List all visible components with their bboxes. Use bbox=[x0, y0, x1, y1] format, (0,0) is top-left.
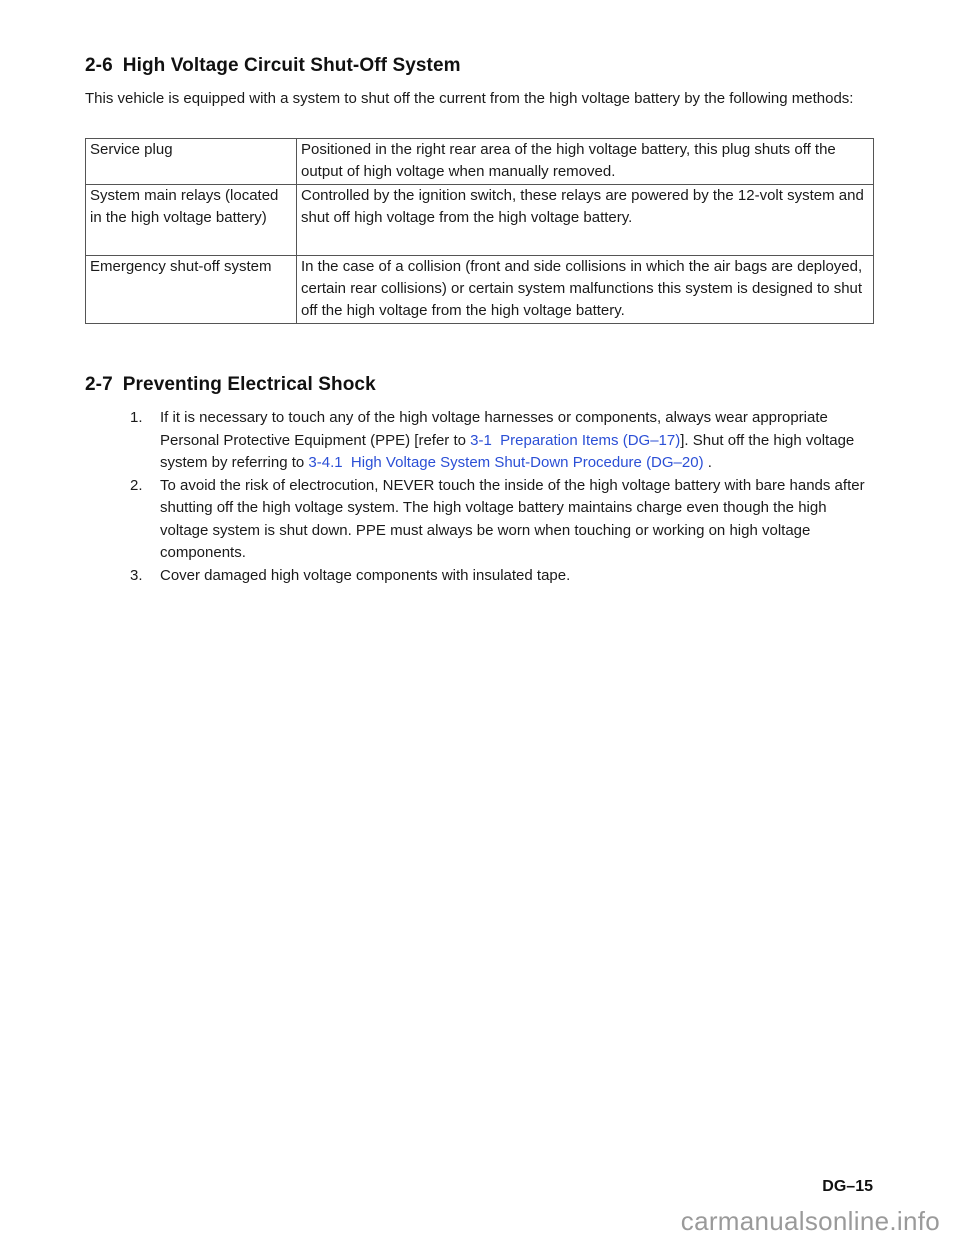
xref-link-preparation-items[interactable]: 3-1 Preparation Items (DG–17) bbox=[470, 431, 681, 449]
method-description: In the case of a collision (front and side collisions in which the air bags are deployed, certain rear collisions) or certain system malfunctions this system is designed to shut off the high voltage from the high voltage battery. bbox=[297, 256, 874, 324]
method-description: Controlled by the ignition switch, these relays are powered by the 12-volt system and shut off high voltage from the high voltage battery. bbox=[297, 185, 874, 256]
list-marker: 1. bbox=[130, 409, 143, 426]
list-marker: 3. bbox=[130, 566, 143, 584]
list-marker: 2. bbox=[130, 476, 143, 494]
method-description: Positioned in the right rear area of the high voltage battery, this plug shuts off the output of high voltage when manually removed. bbox=[297, 139, 874, 185]
step-text: ]. Shut off the high voltage system by referring to bbox=[160, 431, 855, 471]
section-intro: This vehicle is equipped with a system to shut off the current from the high voltage battery by the following methods: bbox=[85, 90, 854, 107]
step-text: . bbox=[703, 454, 712, 471]
section-heading-2-7 bbox=[85, 374, 376, 396]
safety-steps-list bbox=[130, 407, 870, 587]
step-text: If it is necessary to touch any of the high voltage harnesses or components, always wear appropriate Personal Protective Equipment (PPE) [refer to bbox=[160, 409, 828, 449]
section-number: 2-6 bbox=[85, 55, 113, 76]
method-label: Service plug bbox=[86, 139, 297, 185]
section-number: 2-7 bbox=[85, 374, 113, 395]
method-label: Emergency shut-off system bbox=[86, 256, 297, 324]
section-title: High Voltage Circuit Shut-Off System bbox=[122, 55, 461, 76]
table-row bbox=[86, 256, 874, 324]
page-number: DG–15 bbox=[822, 1178, 873, 1195]
step-text: To avoid the risk of electrocution, NEVER touch the inside of the high voltage battery with bare hands after shutting off the high voltage system. The high voltage battery maintains charge even though the high voltage system is shut down. PPE must always be worn when touching or working on high voltage components. bbox=[160, 476, 865, 561]
table-row bbox=[86, 185, 874, 256]
section-title: Preventing Electrical Shock bbox=[122, 374, 376, 395]
table-row bbox=[86, 139, 874, 185]
list-item bbox=[130, 407, 870, 475]
xref-link-shutdown-procedure[interactable]: 3-4.1 High Voltage System Shut-Down Procedure (DG–20) bbox=[308, 454, 704, 471]
list-item bbox=[130, 565, 870, 588]
shutoff-methods-table bbox=[85, 138, 874, 324]
step-text: Cover damaged high voltage components with insulated tape. bbox=[160, 566, 571, 584]
watermark: carmanualsonline.info bbox=[680, 1206, 940, 1236]
method-label: System main relays (located in the high voltage battery) bbox=[86, 185, 297, 256]
section-heading-2-6 bbox=[85, 55, 461, 77]
list-item bbox=[130, 475, 870, 565]
